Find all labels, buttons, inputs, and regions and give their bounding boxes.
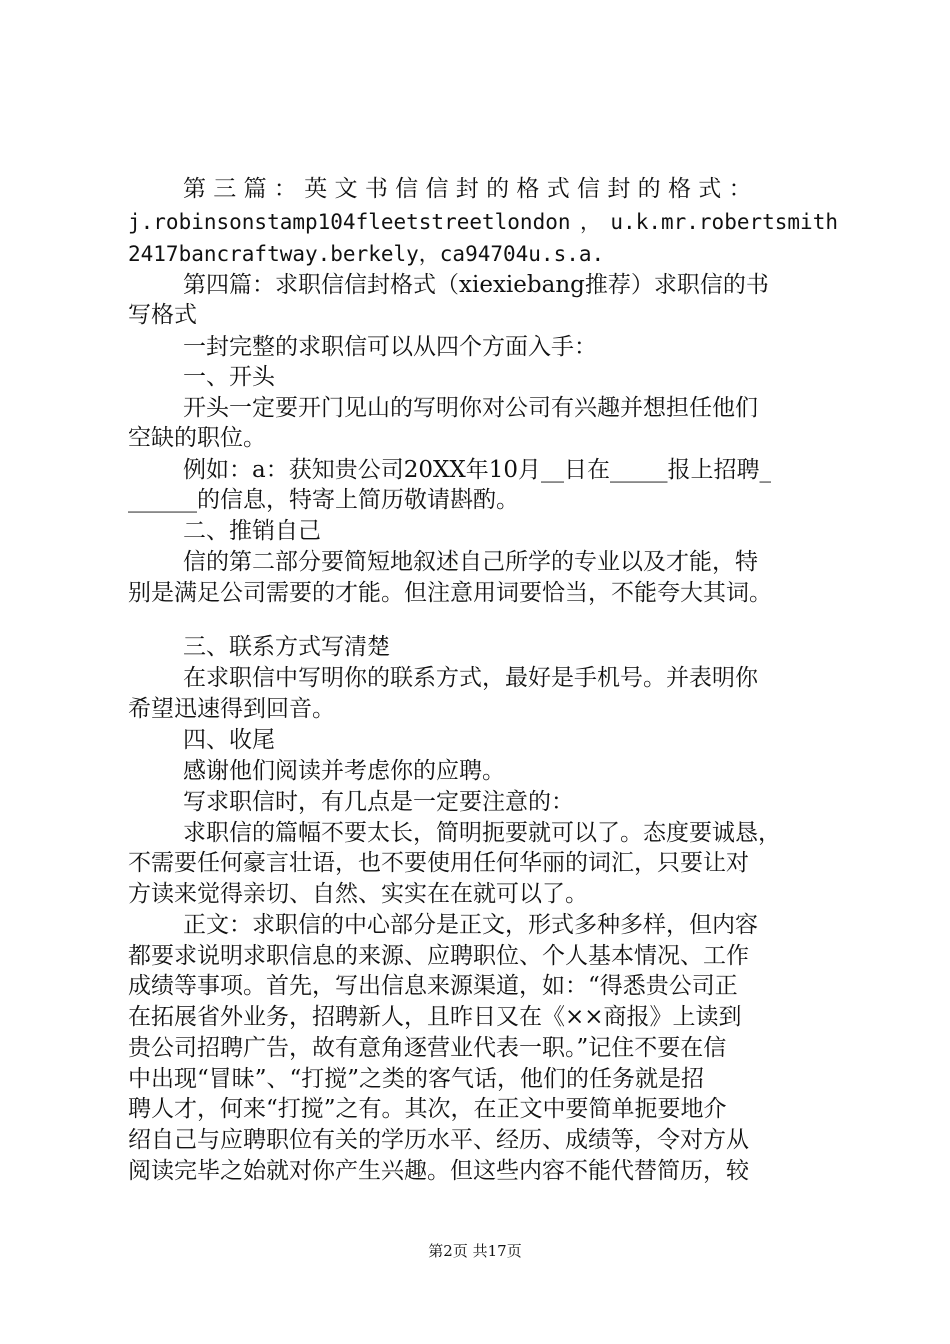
text-line: 例如：a：获知贵公司20XX年10月__日在_____报上招聘_ xyxy=(183,457,771,483)
text-line: 希望迅速得到回音。 xyxy=(128,696,335,722)
text-line: 信的第二部分要简短地叙述自己所学的专业以及才能，特 xyxy=(183,549,758,575)
text-line: 第 三 篇 ： 英 文 书 信 信 封 的 格 式 信 封 的 格 式 ： xyxy=(183,176,752,202)
text-line: 成绩等事项。首先，写出信息来源渠道，如：“得悉贵公司正 xyxy=(128,973,738,999)
text-line: 在拓展省外业务，招聘新人，且昨日又在《××商报》上读到 xyxy=(128,1004,742,1030)
text-line: 不需要任何豪言壮语，也不要使用任何华丽的词汇，只要让对 xyxy=(128,850,749,876)
text-line: 别是满足公司需要的才能。但注意用词要恰当，不能夸大其词。 xyxy=(128,580,772,606)
text-line: 写格式 xyxy=(128,302,197,328)
text-line: 绍自己与应聘职位有关的学历水平、经历、成绩等，令对方从 xyxy=(128,1127,749,1153)
text-line: 阅读完毕之始就对你产生兴趣。但这些内容不能代替简历，较 xyxy=(128,1158,749,1184)
text-line: 贵公司招聘广告，故有意角逐营业代表一职。”记住不要在信 xyxy=(128,1035,727,1061)
text-line: 开头一定要开门见山的写明你对公司有兴趣并想担任他们 xyxy=(183,395,758,421)
text-line: 求职信的篇幅不要太长，简明扼要就可以了。态度要诚恳， xyxy=(183,820,781,846)
text-line: 一封完整的求职信可以从四个方面入手： xyxy=(183,334,597,360)
text-line: 在求职信中写明你的联系方式，最好是手机号。并表明你 xyxy=(183,665,758,691)
text-line: 第四篇：求职信信封格式（xiexiebang推荐）求职信的书 xyxy=(183,272,769,298)
text-line: 感谢他们阅读并考虑你的应聘。 xyxy=(183,758,505,784)
section-heading: 一、开头 xyxy=(183,364,275,390)
text-line: 都要求说明求职信息的来源、应聘职位、个人基本情况、工作 xyxy=(128,943,749,969)
text-line: j.robinsonstamp104fleetstreetlondon，u.k.mr.robertsmith xyxy=(128,210,838,234)
text-line: 空缺的职位。 xyxy=(128,425,266,451)
page-number-footer: 第2页 共17页 xyxy=(428,1242,522,1260)
text-line: 方读来觉得亲切、自然、实实在在就可以了。 xyxy=(128,881,588,907)
text-line: 中出现“冒昧”、“打搅”之类的客气话，他们的任务就是招 xyxy=(128,1066,705,1092)
section-heading: 二、推销自己 xyxy=(183,518,321,544)
section-heading: 三、联系方式写清楚 xyxy=(183,634,390,660)
text-line: ______的信息，特寄上简历敬请斟酌。 xyxy=(128,487,519,513)
section-heading: 四、收尾 xyxy=(183,727,275,753)
text-line: 聘人才，何来“打搅”之有。其次，在正文中要简单扼要地介 xyxy=(128,1096,727,1122)
text-line: 写求职信时，有几点是一定要注意的： xyxy=(183,789,574,815)
text-line: 正文：求职信的中心部分是正文，形式多种多样，但内容 xyxy=(183,912,758,938)
text-line: 2417bancraftway.berkely，ca94704u.s.a. xyxy=(128,242,605,266)
